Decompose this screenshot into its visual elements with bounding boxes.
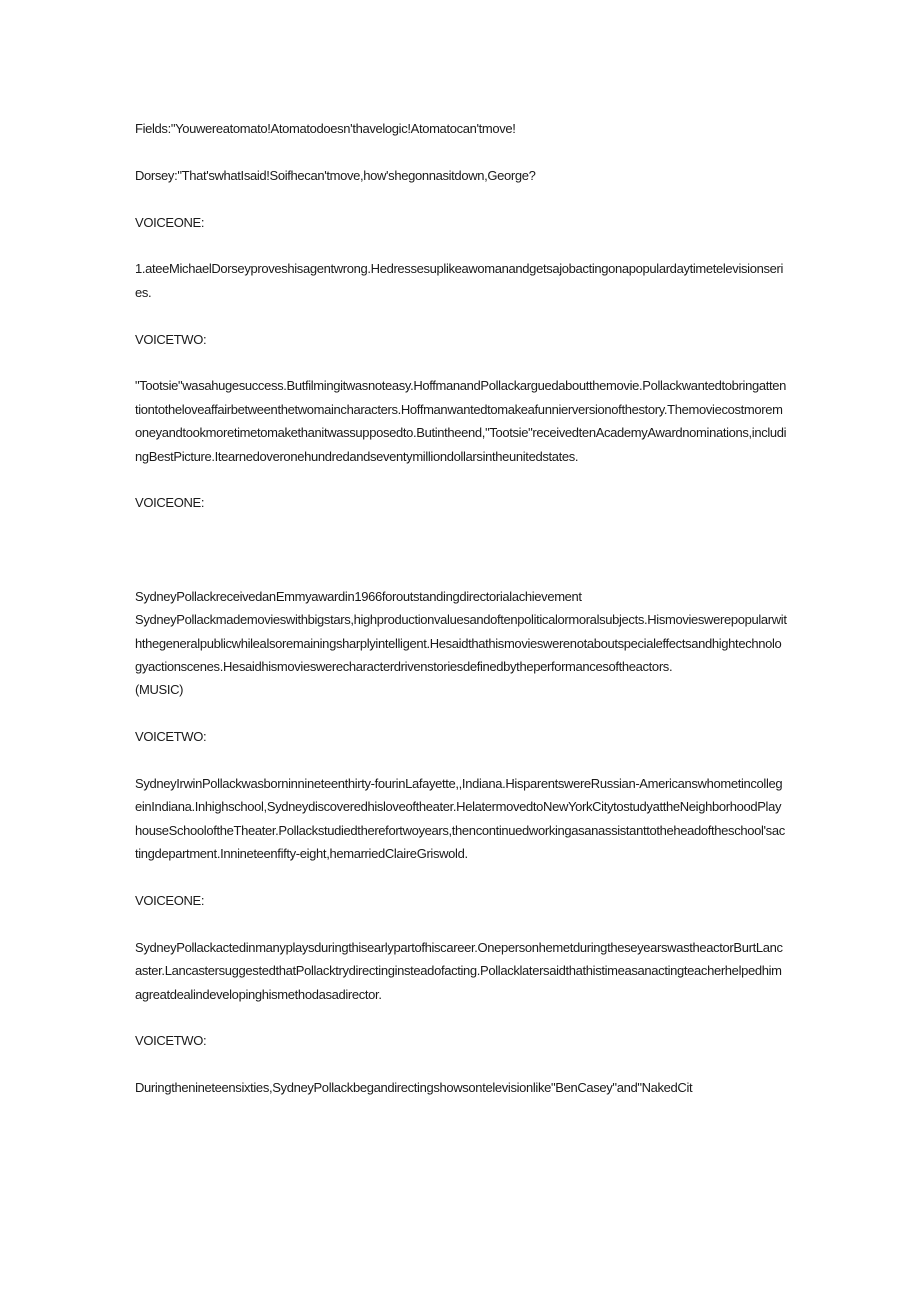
speaker-voice-two: VOICETWO: [135, 1033, 207, 1049]
paragraph-early-life: SydneyIrwinPollackwasborninnineteenthirty-fourinLafayette,,Indiana.HisparentswereRussian-AmericanswhometincollegeinIndiana.Inhighschool,Sydneydiscoveredhisloveoftheater.HelatermovedtoNewYorkCitytostudyattheNeighborhoodPlayhouseSchooloftheTheater.Pollackstudiedtherefortwoyears,thencontinuedworkingasanassistanttotheheadoftheschool'sactingdepartment.Innineteenfifty-eight,hemarriedClaireGriswold. [135, 776, 785, 862]
paragraph-television-directing: Duringthenineteensixties,SydneyPollackbegandirectingshowsontelevisionlike"BenCasey"and"NakedCit [135, 1080, 693, 1096]
document-page [135, 117, 787, 1100]
speaker-voice-one: VOICEONE: [135, 495, 205, 511]
speaker-voice-two: VOICETWO: [135, 729, 207, 745]
dialogue-fields: Fields:"Youwereatomato!Atomatodoesn'thavelogic!Atomatocan'tmove! [135, 121, 516, 136]
music-cue: (MUSIC) [135, 682, 184, 698]
speaker-voice-one: VOICEONE: [135, 214, 205, 230]
paragraph-big-stars: SydneyPollackmademovieswithbigstars,highproductionvaluesandoftenpoliticalormoralsubjects.Hismovieswerepopularwiththegeneralpublicwhilealsoremainingsharplyintelligent.Hesaidthathismovieswerenotaboutspecialeffectsandhightechnologyactionscenes.Hesaidhismovieswerecharacterdrivenstoriesdefinedbytheperformancesoftheactors. [135, 612, 787, 675]
speaker-voice-two: VOICETWO: [135, 331, 207, 347]
paragraph-tootsie: "Tootsie"wasahugesuccess.Butfilmingitwasnoteasy.HoffmanandPollackarguedaboutthemovie.Pollackwantedtobringattentiontotheloveaffairbetweenthetwomaincharacters.Hoffmanwantedtomakeafunnierversionofthestory.Themoviecostmoremoneyandtookmoretimetomakethanitwassupposedto.Butintheend,"Tootsie"receivedtenAcademyAwardnominations,includingBestPicture.Itearnedoveronehundredandseventymilliondollarsintheunitedstates. [135, 378, 787, 464]
paragraph-acting-career: SydneyPollackactedinmanyplaysduringthisearlypartofhiscareer.OnepersonhemetduringtheseyearswastheactorBurtLancaster.LancastersuggestedthatPollacktrydirectinginsteadofacting.Pollacklatersaidthathistimeasanactingteacherhelpedhimagreatdealindevelopinghismethodasadirector. [135, 939, 783, 1002]
dialogue-dorsey: Dorsey:"That'swhatIsaid!Soifhecan'tmove,how'shegonnasitdown,George? [135, 167, 536, 183]
paragraph-dorsey-proves: 1.ateeMichaelDorseyproveshisagentwrong.Hedressesuplikeawomanandgetsajobactingonapopulardaytimetelevisionseries. [135, 261, 783, 300]
paragraph-emmy-award: SydneyPollackreceivedanEmmyawardin1966foroutstandingdirectorialachievement [135, 588, 582, 604]
speaker-voice-one: VOICEONE: [135, 893, 205, 909]
